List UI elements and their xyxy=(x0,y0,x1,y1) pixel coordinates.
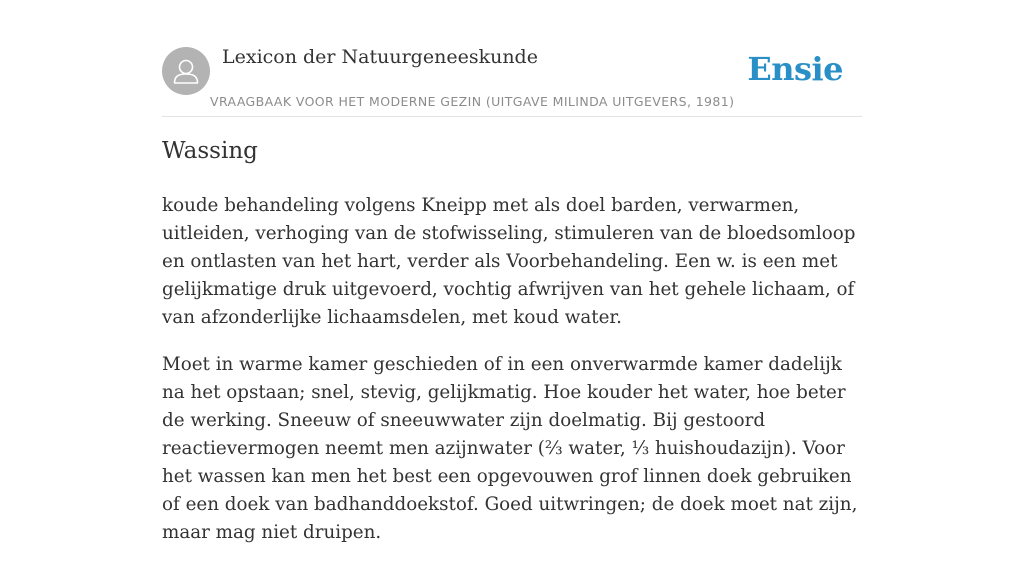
source-subtitle: VRAAGBAAK VOOR HET MODERNE GEZIN (UITGAVE MILINDA UITGEVERS, 1981) xyxy=(210,94,735,109)
entry-paragraph: koude behandeling volgens Kneipp met als doel barden, verwarmen, uitleiden, verhoging van de stofwisseling, stimuleren van de bloedsomloop en ontlasten van het hart, verder als Voorbehandeling. Een w. is een met gelijkmatige druk uitgevoerd, vochtig afwrijven van het gehele lichaam, of van afzonderlijke lichaamsdelen, met koud water. xyxy=(162,195,856,328)
page xyxy=(162,0,862,543)
entry-paragraph: Moet in warme kamer geschieden of in een onverwarmde kamer dadelijk na het opstaan; snel, stevig, gelijkmatig. Hoe kouder het water, hoe beter de werking. Sneeuw of sneeuwwater zijn doelmatig. Bij gestoord reactievermogen neemt men azijnwater (⅔ water, ⅓ huishoudazijn). Voor het wassen kan men het best een opgevouwen grof linnen doek gebruiken of een doek van badhanddoekstof. Goed uitwringen; de doek moet nat zijn, maar mag niet druipen. xyxy=(162,354,858,543)
source-avatar[interactable] xyxy=(162,47,210,95)
source-title-link[interactable]: Lexicon der Natuurgeneeskunde xyxy=(222,46,538,68)
user-icon xyxy=(162,47,210,95)
entry-body xyxy=(162,192,862,566)
brand-logo[interactable]: Ensie xyxy=(747,50,843,88)
entry-title: Wassing xyxy=(162,138,258,164)
source-header xyxy=(162,0,862,117)
